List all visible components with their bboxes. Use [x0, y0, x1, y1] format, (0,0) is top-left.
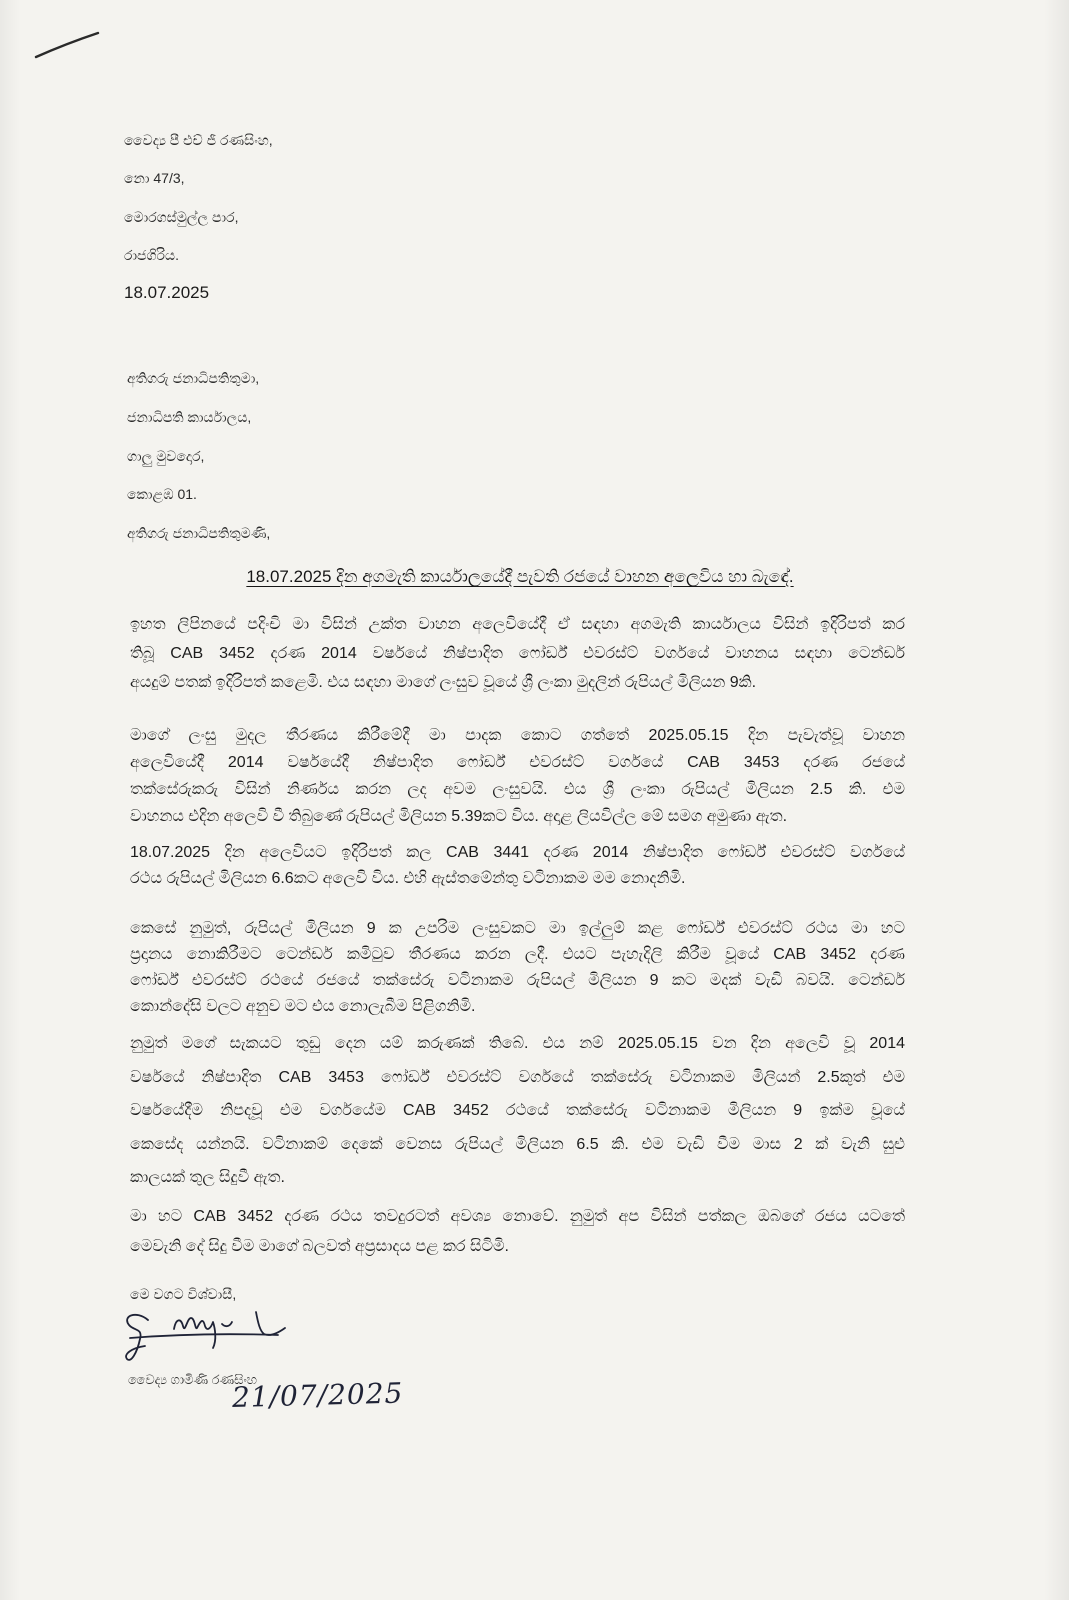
sender-address-line: නො 47/3, — [124, 170, 185, 187]
paragraph-line: මා හට CAB 3452 දරණ රථය තවදුරටත් අවශ්‍ය නොවේ. නුමුත් අප විසින් පත්කල ඔබගේ රජය යටතේ — [130, 1208, 905, 1225]
body-paragraph — [130, 722, 905, 830]
recipient-address-block — [127, 359, 557, 553]
pen-stroke-mark — [30, 24, 110, 64]
paragraph-line: තක්සේරුකරු විසින් නිර්ණය කරන ලද අවම ලංසුවයි. එය ශ්‍රී ලංකා රුපියල් මිලියන 2.5 කි. එම — [130, 781, 905, 798]
paragraph-line: කෙසේ නුමුත්, රුපියල් මිලියන 9 ක උපරිම ලංසුවකට මා ඉල්ලුම් කළ ෆෝර්ඩ් එවරස්ට් රථය මා හට — [130, 920, 905, 937]
paragraph-line: නුමුත් මගේ සැකයට තුඩු දෙන යම් කරුණක් තිබේ. එය නම් 2025.05.15 වන දින අලෙවි වූ 2014 — [130, 1035, 905, 1052]
paragraph-line: මාගේ ලංසු මුදල තීරණය කිරීමේදී මා පාදක කොට ගත්තේ 2025.05.15 දින පැවැත්වූ වාහන — [130, 727, 905, 744]
paragraph-line: මෙවැනි දේ සිදු වීම මාගේ බලවත් අප්‍රසාදය පළ කර සිටිමි. — [130, 1238, 509, 1255]
paragraph-line: තිබූ CAB 3452 දරණ 2014 වර්ෂයේ නිෂ්පාදිත ෆෝර්ඩ් එවරස්ට් වර්ගයේ වාහනය සඳහා ටෙන්ඩර් — [130, 645, 905, 662]
letter-date: 18.07.2025 — [124, 283, 210, 302]
salutation: අතිගරු ජනාධිපතිතුමණි, — [127, 525, 271, 541]
paragraph-line: ඉහත ලිපිනයේ පදිංචි මා විසින් උක්ත වාහන අලෙවියේදී ඒ සඳහා අගමැති කාර්යාලය විසින් ඉදිරිපත් කර — [130, 616, 905, 633]
recipient-line: කොළඹ 01. — [127, 486, 197, 503]
paragraph-line: කාලයක් තුල සිදුවී ඇත. — [130, 1169, 285, 1186]
body-paragraph — [130, 610, 905, 697]
body-paragraph — [130, 916, 905, 1020]
paragraph-line: අලෙවියේදී 2014 වර්ෂයේදී නිෂ්පාදිත ෆෝර්ඩ් එවරස්ට් වර්ගයේ CAB 3453 දරණ රජයේ — [130, 754, 905, 771]
paragraph-line: 18.07.2025 දින අලෙවියට ඉදිරිපත් කල CAB 3441 දරණ 2014 නිෂ්පාදිත ෆෝර්ඩ් එවරස්ට් වර්ගයේ — [130, 844, 905, 861]
handwritten-date: 21/07/2025 — [231, 1376, 404, 1414]
body-paragraph — [130, 840, 905, 892]
paragraph-line: කොන්දේසි වලට අනුව මට එය නොලැබීම පිළිගනිමි. — [130, 998, 476, 1015]
sender-address-line: රාජගිරිය. — [124, 246, 179, 263]
body-paragraph — [130, 1202, 905, 1262]
paragraph-line: ප්‍රදානය නොකිරීමට ටෙන්ඩර් කමිටුව තීරණය කරන ලදී. එයට පැහැදිලි කිරීම වූයේ CAB 3452 දරණ — [130, 946, 905, 963]
letter-subject: 18.07.2025 දින අගමැති කාර්යාලයේදී පැවති රජයේ වාහන අලෙවිය හා බැඳේ. — [246, 567, 794, 586]
body-paragraph — [130, 1027, 905, 1195]
paragraph-line: වර්ෂයේ නිෂ්පාදිත CAB 3453 ෆෝර්ඩ් එවරස්ට් වර්ගයේ තක්සේරු වටිනාකම මිලියන් 2.5කුත් එම — [130, 1068, 905, 1086]
recipient-line: ගාලු මුවදොර, — [127, 447, 205, 464]
paragraph-line: රථය රුපියල් මිලියන 6.6කට අලෙවි විය. එහි ඇස්තමේන්තු වටිනාකම මම නොදනිමි. — [130, 870, 686, 887]
signatory-name: වෛද්‍ය ගාමිණි රණසිංහ — [128, 1372, 257, 1387]
recipient-line: අතිගරු ජනාධිපතිතුමා, — [127, 370, 260, 386]
paragraph-line: අයදුම් පතක් ඉදිරිපත් කළෙමි. එය සඳහා මාගේ ලංසුව වූයේ ශ්‍රී ලංකා මුදලින් රුපියල් මිලියන 9කි. — [130, 674, 757, 691]
sender-name: වෛද්‍ය පී එච් ජී රණසිංහ, — [124, 132, 273, 148]
paragraph-line: වර්ෂයේදීම නිපදවූ එම වර්ගයේම CAB 3452 රථයේ තක්සේරු වටිනාකම මිලියන 9 ඉක්ම වූයේ — [130, 1102, 905, 1119]
paragraph-line: කෙසේද යන්නයි. වටිනාකම් දෙකේ වෙනස රුපියල් මිලියන 6.5 කි. එම වැඩි වීම මාස 2 ක් වැනි සුළු — [130, 1135, 905, 1153]
handwritten-signature — [118, 1298, 293, 1370]
paragraph-line: වාහනය එදින අලෙවි වී තිබුණේ රුපියල් මිලියන 5.39කට විය. අදාළ ලියවිල්ල මේ සමග අමුණා ඇත. — [130, 808, 788, 825]
sender-address-line: මොරගස්මුල්ල පාර, — [124, 208, 239, 225]
sender-address-block — [124, 121, 554, 312]
recipient-line: ජනාධිපති කාර්යාලය, — [127, 408, 252, 425]
closing-phrase: මෙ වගට විශ්වාසී, — [130, 1286, 237, 1302]
paragraph-line: ෆෝර්ඩ් එවරස්ට් රථයේ රජයේ තක්සේරු වටිනාකම රුපියල් මිලියන 9 කට මදක් වැඩි බවයි. ටෙන්ඩර් — [130, 972, 905, 989]
